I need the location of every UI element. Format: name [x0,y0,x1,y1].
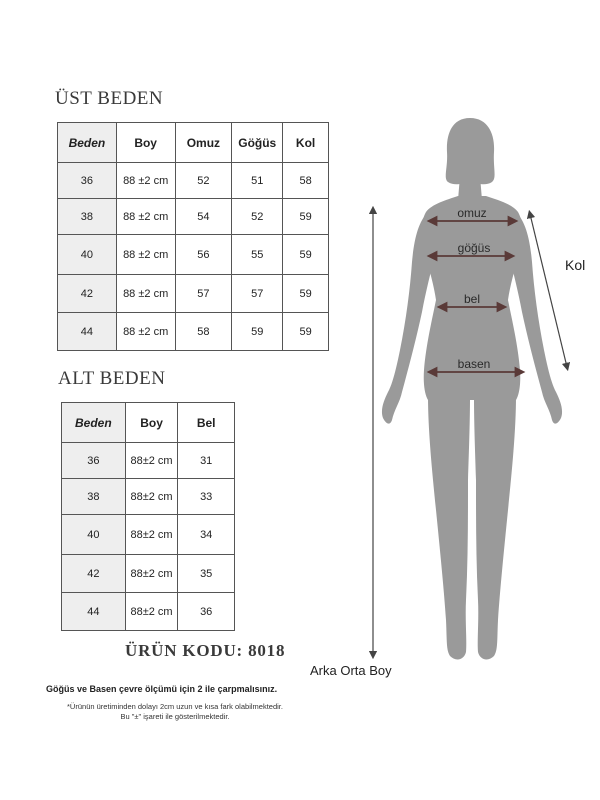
right-leg-shape [474,396,516,659]
header-kol: Kol [283,123,329,163]
gogus-cell: 52 [232,199,283,235]
left-leg-shape [428,396,470,659]
size-cell: 44 [62,593,126,631]
bel-cell: 35 [178,555,235,593]
boy-cell: 88±2 cm [125,443,178,479]
size-cell: 38 [62,479,126,515]
header-bel: Bel [178,403,235,443]
bel-cell: 34 [178,515,235,555]
size-cell: 40 [62,515,126,555]
bel-cell: 33 [178,479,235,515]
boy-cell: 88±2 cm [125,555,178,593]
gogus-cell: 57 [232,275,283,313]
boy-cell: 88 ±2 cm [116,163,175,199]
gogus-label: göğüs [457,241,491,255]
kol-cell: 59 [283,313,329,351]
gogus-cell: 51 [232,163,283,199]
omuz-cell: 52 [175,163,232,199]
header-boy: Boy [116,123,175,163]
size-cell: 36 [62,443,126,479]
boy-cell: 88 ±2 cm [116,275,175,313]
lower-body-title: ALT BEDEN [58,368,166,389]
boy-cell: 88 ±2 cm [116,235,175,275]
kol-label: Kol [565,257,586,273]
upper-body-title: ÜST BEDEN [55,88,164,109]
size-cell: 42 [58,275,117,313]
boy-cell: 88 ±2 cm [116,313,175,351]
omuz-cell: 54 [175,199,232,235]
header-gogus: Göğüs [232,123,283,163]
size-cell: 36 [58,163,117,199]
size-cell: 42 [62,555,126,593]
header-beden: Beden [62,403,126,443]
measurement-note: Göğüs ve Basen çevre ölçümü için 2 ile çarpmalısınız. [46,684,278,694]
product-code: ÜRÜN KODU: 8018 [125,641,286,660]
body-silhouette [382,118,562,659]
disclaimer-line-2: Bu "±" işareti ile gösterilmektedir. [120,712,230,721]
basen-label: basen [457,357,491,371]
kol-cell: 58 [283,163,329,199]
size-cell: 40 [58,235,117,275]
header-beden: Beden [58,123,117,163]
gogus-cell: 59 [232,313,283,351]
bel-label: bel [463,292,481,306]
gogus-cell: 55 [232,235,283,275]
header-boy: Boy [125,403,178,443]
boy-cell: 88±2 cm [125,515,178,555]
head-shape [446,118,495,184]
bel-cell: 31 [178,443,235,479]
omuz-cell: 57 [175,275,232,313]
bel-cell: 36 [178,593,235,631]
omuz-cell: 56 [175,235,232,275]
header-omuz: Omuz [175,123,232,163]
omuz-label: omuz [457,206,487,220]
boy-cell: 88 ±2 cm [116,199,175,235]
kol-cell: 59 [283,275,329,313]
kol-cell: 59 [283,199,329,235]
omuz-cell: 58 [175,313,232,351]
kol-cell: 59 [283,235,329,275]
boy-cell: 88±2 cm [125,479,178,515]
boy-cell: 88±2 cm [125,593,178,631]
size-cell: 44 [58,313,117,351]
disclaimer-line-1: *Ürünün üretiminden dolayı 2cm uzun ve kısa fark olabilmektedir. [67,702,283,711]
arka-orta-boy-label: Arka Orta Boy [310,663,392,678]
size-cell: 38 [58,199,117,235]
